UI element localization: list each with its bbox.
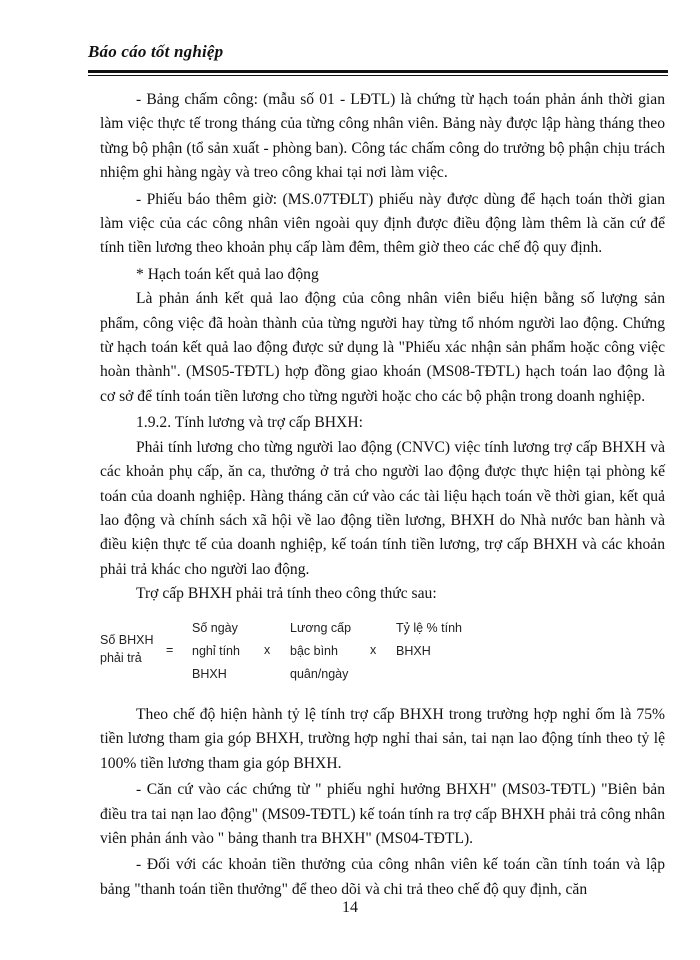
page-header (88, 42, 668, 62)
heading-section-1-9-2: 1.9.2. Tính lương và trợ cấp BHXH: (136, 414, 363, 432)
paragraph-formula-intro: Trợ cấp BHXH phải trả tính theo công thức sau: (136, 585, 437, 603)
formula-equals: = (166, 643, 174, 657)
paragraph-phieu-bao-them-gio: - Phiếu báo thêm giờ: (MS.07TĐLT) phiếu này được dùng để hạch toán thời gian làm việc của các công nhân viên ngoài quy định được điều động làm thêm là căn cứ để tính tiền lương theo khoản phụ cấp làm đêm, thêm giờ theo các chế độ quy định. (100, 190, 665, 257)
paragraph-che-do-hien-hanh: Theo chế độ hiện hành tỷ lệ tính trợ cấp BHXH trong trường hợp nghỉ ốm là 75% tiền lương tham gia góp BHXH, trường hợp nghỉ thai sản, tai nạn lao động tính theo tỷ lệ 100% tiền lương tham gia góp BHXH. (100, 706, 665, 772)
formula-term-ty-le: Tỷ lệ % tính BHXH (396, 621, 462, 658)
heading-hach-toan-ket-qua: * Hạch toán kết quả lao động (136, 265, 319, 283)
body-text-top (100, 88, 665, 607)
formula-term-so-ngay: Số ngày nghỉ tính BHXH (192, 621, 240, 681)
paragraph-tinh-luong: Phải tính lương cho từng người lao động (CNVC) việc tính lương trợ cấp BHXH và các khoản phụ cấp, ăn ca, thưởng ở trả cho người lao động được thực hiện tại phòng kế toán của doanh nghiệp. Hàng tháng căn cứ vào các tài liệu hạch toán về thời gian, kết quả lao động và chính sách xã hội về lao động tiền lương, BHXH do Nhà nước ban hành và điều kiện thực tế của doanh nghiệp, kế toán tính tiền lương, trợ cấp BHXH và các khoản phải trả khác cho người lao động. (100, 438, 665, 578)
header-rule-thick (88, 70, 668, 73)
paragraph-bang-cham-cong: - Bảng chấm công: (mẫu số 01 - LĐTL) là chứng từ hạch toán phản ánh thời gian làm việc thực tế trong tháng của từng công nhân viên. Bảng này được lập hàng tháng theo từng bộ phận (tổ sản xuất - phòng ban). Công tác chấm công do trưởng bộ phận chịu trách nhiệm ghi hàng ngày và treo công khai tại nơi làm việc. (100, 91, 665, 182)
header-title: Báo cáo tốt nghiệp (88, 42, 224, 61)
formula-lhs: Số BHXH phải trả (100, 633, 154, 665)
paragraph-tien-thuong: - Đối với các khoản tiền thưởng của công nhân viên kế toán cần tính toán và lập bảng "thanh toán tiền thưởng" để theo dõi và chi trả theo chế độ quy định, căn (100, 856, 665, 898)
formula-times-1: x (264, 643, 271, 657)
formula-term-luong: Lương cấp bậc bình quân/ngày (290, 621, 352, 681)
body-text-bottom (100, 703, 665, 902)
formula-times-2: x (370, 643, 377, 657)
bhxh-formula (100, 617, 665, 687)
paragraph-ket-qua-lao-dong: Là phản ánh kết quả lao động của công nhân viên biểu hiện bằng số lượng sản phẩm, công việc đã hoàn thành của từng người hay từng tổ nhóm người lao động. Chứng từ hạch toán kết quả lao động được sử dụng là "Phiếu xác nhận sản phẩm hoặc công việc hoàn thành". (MS05-TĐTL) hợp đồng giao khoán (MS08-TĐTL) hạch toán lao động là cơ sở để tính toán tiền lương cho từng người hoặc cho các bộ phận trong doanh nghiệp. (100, 290, 665, 405)
page-number: 14 (342, 899, 358, 916)
paragraph-can-cu-chung-tu: - Căn cứ vào các chứng từ " phiếu nghỉ hưởng BHXH" (MS03-TĐTL) "Biên bản điều tra tai nạn lao động" (MS09-TĐTL) kế toán tính ra trợ cấp BHXH phải trả công nhân viên phản ánh vào " bảng thanh tra BHXH" (MS04-TĐTL). (100, 781, 665, 848)
header-rule-thin (88, 75, 668, 76)
